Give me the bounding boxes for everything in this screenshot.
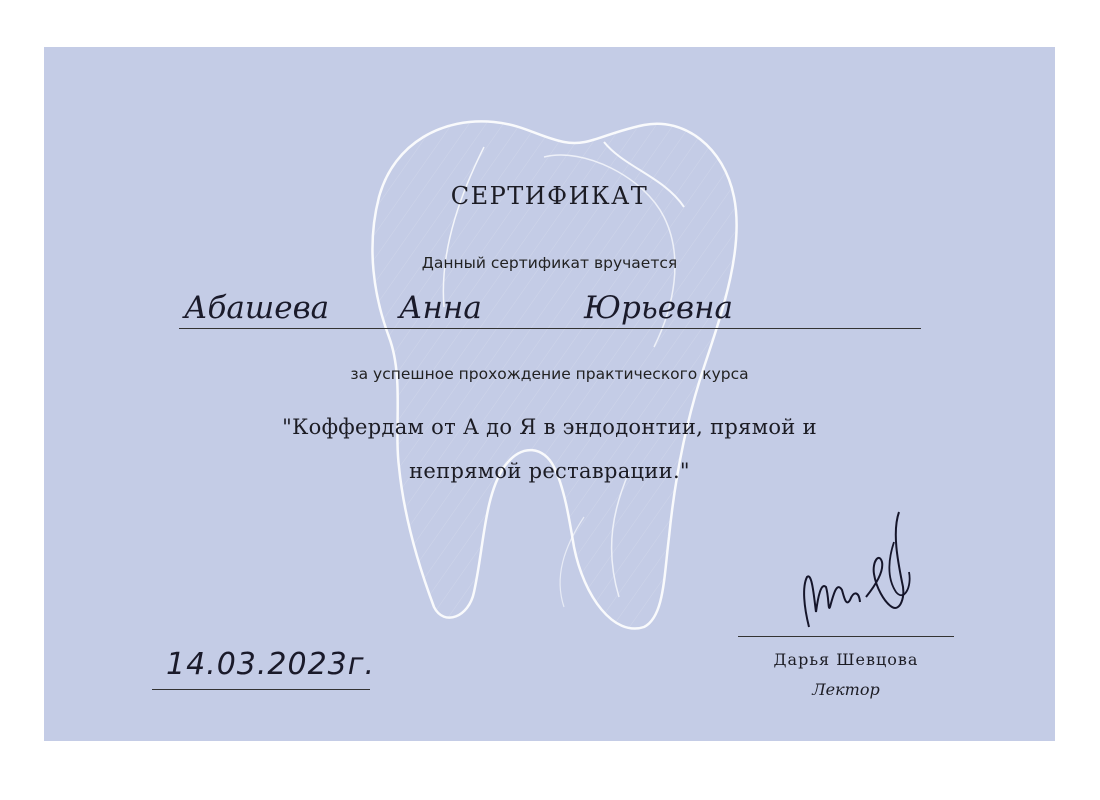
signature-underline: [738, 636, 954, 637]
issue-date: 14.03.2023г.: [166, 647, 376, 682]
certificate-title: СЕРТИФИКАТ: [450, 182, 649, 210]
course-title-line-2: непрямой реставрации.": [409, 459, 690, 483]
recipient-patronymic: Юрьевна: [584, 290, 734, 326]
lecturer-signature: [774, 502, 934, 637]
certificate: [44, 47, 1055, 741]
course-title: [44, 405, 1055, 493]
lecturer-name: Дарья Шевцова: [773, 650, 919, 669]
certificate-intro: Данный сертификат вручается: [421, 254, 678, 272]
course-title-line-1: "Коффердам от А до Я в эндодонтии, прямой и: [282, 415, 817, 439]
recipient-underline: [179, 328, 921, 329]
date-underline: [152, 689, 370, 690]
course-intro: за успешное прохождение практического курса: [350, 365, 749, 383]
recipient-first-name: Анна: [399, 290, 482, 326]
lecturer-role: Лектор: [812, 680, 880, 699]
recipient-surname: Абашева: [184, 290, 330, 326]
